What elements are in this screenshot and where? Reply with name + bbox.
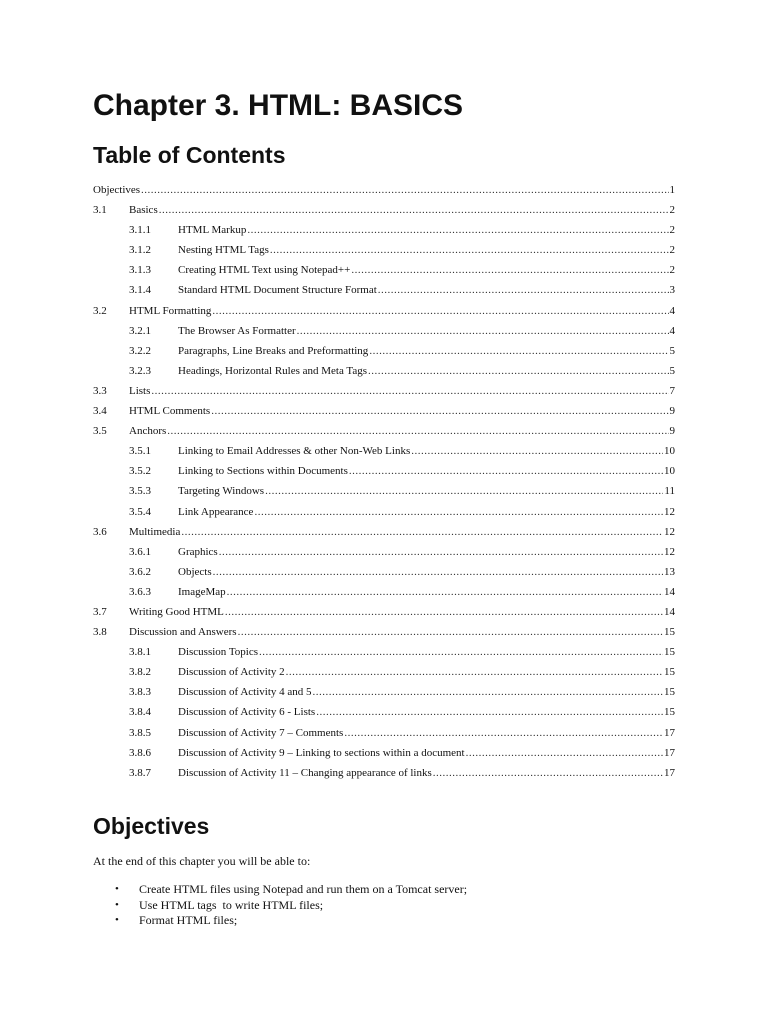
toc-entry-number: 3.4 — [93, 405, 107, 418]
toc-dot-leader — [181, 522, 663, 542]
toc-entry-title: Lists — [129, 384, 151, 397]
toc-entry-title: Objects — [178, 565, 212, 578]
toc-entry-page: 17 — [664, 746, 675, 759]
toc-entry-title: Linking to Email Addresses & other Non-Web Links — [178, 445, 411, 458]
toc-entry-title: Discussion Topics — [178, 646, 259, 659]
toc-entry-title: Paragraphs, Line Breaks and Preformatting — [178, 344, 369, 357]
toc-entry-title: Basics — [129, 204, 158, 217]
toc-entry-number: 3.1.1 — [129, 224, 151, 237]
toc-entry-number: 3.8.6 — [129, 746, 151, 759]
toc-dot-leader — [297, 321, 669, 341]
toc-entry[interactable] — [93, 702, 675, 722]
toc-dot-leader — [368, 361, 668, 381]
toc-entry[interactable] — [93, 301, 675, 321]
toc-entry[interactable] — [93, 240, 675, 260]
objective-text: Use HTML tags to write HTML files; — [139, 897, 324, 912]
toc-dot-leader — [247, 220, 668, 240]
toc-entry-title: Standard HTML Document Structure Format — [178, 284, 377, 297]
objective-item — [93, 898, 467, 914]
toc-entry-title: HTML Comments — [129, 405, 211, 418]
toc-dot-leader — [378, 280, 669, 300]
toc-entry[interactable] — [93, 381, 675, 401]
toc-entry[interactable] — [93, 602, 675, 622]
toc-entry-page: 5 — [669, 364, 675, 377]
toc-entry-number: 3.1.2 — [129, 244, 151, 257]
toc-entry[interactable] — [93, 642, 675, 662]
toc-dot-leader — [349, 461, 663, 481]
objectives-intro: At the end of this chapter you will be able to: — [93, 854, 311, 868]
toc-entry-title: Creating HTML Text using Notepad++ — [178, 264, 351, 277]
toc-entry-number: 3.5.4 — [129, 505, 151, 518]
toc-entry-title: The Browser As Formatter — [178, 324, 296, 337]
toc-entry-number: 3.8.1 — [129, 646, 151, 659]
toc-entry[interactable] — [93, 220, 675, 240]
toc-entry-title: HTML Formatting — [129, 304, 212, 317]
toc-entry-number: 3.2.2 — [129, 344, 151, 357]
toc-entry[interactable] — [93, 723, 675, 743]
toc-entry-title: Headings, Horizontal Rules and Meta Tags — [178, 364, 368, 377]
table-of-contents — [93, 180, 675, 783]
toc-dot-leader — [270, 240, 669, 260]
toc-entry-number: 3.7 — [93, 605, 107, 618]
toc-entry[interactable] — [93, 421, 675, 441]
toc-entry-title: Objectives — [93, 184, 141, 196]
toc-entry-title: Discussion of Activity 6 - Lists — [178, 706, 316, 719]
toc-entry-page: 12 — [664, 505, 675, 518]
toc-entry-page: 11 — [664, 485, 675, 498]
toc-entry[interactable] — [93, 200, 675, 220]
toc-entry[interactable] — [93, 502, 675, 522]
toc-entry-number: 3.1.4 — [129, 284, 151, 297]
toc-entry-page: 9 — [669, 405, 675, 418]
bullet-icon: • — [115, 898, 119, 911]
toc-entry[interactable] — [93, 461, 675, 481]
toc-dot-leader — [141, 180, 668, 200]
toc-entry-page: 9 — [669, 425, 675, 438]
toc-entry[interactable] — [93, 441, 675, 461]
toc-entry-title: Anchors — [129, 425, 167, 438]
toc-dot-leader — [313, 682, 663, 702]
toc-entry-page: 14 — [664, 585, 675, 598]
toc-entry-number: 3.5.2 — [129, 465, 151, 478]
toc-entry-number: 3.2.3 — [129, 364, 151, 377]
bullet-icon: • — [115, 883, 119, 895]
toc-dot-leader — [265, 481, 663, 501]
objectives-heading: Objectives — [93, 813, 210, 839]
toc-dot-leader — [351, 260, 668, 280]
toc-entry[interactable] — [93, 361, 675, 381]
toc-dot-leader — [227, 582, 663, 602]
toc-entry-number: 3.2.1 — [129, 324, 151, 337]
toc-entry-page: 1 — [669, 184, 675, 196]
toc-entry-title: Nesting HTML Tags — [178, 244, 269, 257]
toc-entry[interactable] — [93, 280, 675, 300]
toc-entry[interactable] — [93, 763, 675, 783]
objective-item — [93, 913, 467, 929]
toc-dot-leader — [219, 542, 663, 562]
toc-entry[interactable] — [93, 180, 675, 200]
toc-entry-page: 2 — [669, 264, 675, 277]
toc-entry-number: 3.6.2 — [129, 565, 151, 578]
toc-entry[interactable] — [93, 562, 675, 582]
toc-entry-page: 10 — [664, 465, 675, 478]
toc-entry-title: Discussion of Activity 11 – Changing appearance of links — [178, 766, 432, 779]
toc-entry-number: 3.8.4 — [129, 706, 151, 719]
toc-entry[interactable] — [93, 582, 675, 602]
toc-entry-number: 3.8.3 — [129, 686, 151, 699]
toc-entry-title: Discussion of Activity 9 – Linking to sections within a document — [178, 746, 465, 759]
objective-text: Create HTML files using Notepad and run them on a Tomcat server; — [139, 882, 468, 896]
toc-entry-page: 15 — [664, 626, 675, 639]
toc-entry-page: 15 — [664, 686, 675, 699]
toc-entry[interactable] — [93, 260, 675, 280]
toc-entry-page: 10 — [664, 445, 675, 458]
toc-heading: Table of Contents — [93, 142, 286, 168]
toc-entry-page: 4 — [669, 304, 675, 317]
toc-entry-number: 3.6.1 — [129, 545, 151, 558]
toc-dot-leader — [212, 301, 668, 321]
toc-entry[interactable] — [93, 321, 675, 341]
toc-entry-page: 15 — [664, 666, 675, 679]
toc-entry-page: 3 — [669, 284, 675, 297]
objective-item — [93, 882, 467, 898]
toc-entry-number: 3.1.3 — [129, 264, 151, 277]
toc-entry-title: Graphics — [178, 545, 218, 558]
toc-dot-leader — [466, 743, 663, 763]
toc-entry[interactable] — [93, 341, 675, 361]
toc-dot-leader — [151, 381, 668, 401]
toc-dot-leader — [286, 662, 663, 682]
toc-dot-leader — [411, 441, 663, 461]
toc-entry-number: 3.8.2 — [129, 666, 151, 679]
toc-entry-page: 2 — [669, 244, 675, 257]
toc-entry-number: 3.6.3 — [129, 585, 151, 598]
toc-entry[interactable] — [93, 522, 675, 542]
toc-entry-title: Discussion and Answers — [129, 626, 237, 639]
toc-entry-page: 4 — [669, 324, 675, 337]
toc-entry-page: 17 — [664, 726, 675, 739]
toc-entry-page: 12 — [664, 545, 675, 558]
toc-entry-title: Discussion of Activity 4 and 5 — [178, 686, 312, 699]
toc-dot-leader — [225, 602, 663, 622]
toc-entry-number: 3.8 — [93, 626, 107, 639]
toc-entry-number: 3.8.7 — [129, 766, 151, 779]
toc-dot-leader — [238, 622, 663, 642]
toc-dot-leader — [316, 702, 663, 722]
toc-dot-leader — [259, 642, 663, 662]
toc-entry-title: ImageMap — [178, 585, 226, 598]
toc-entry-page: 15 — [664, 706, 675, 719]
toc-entry-number: 3.8.5 — [129, 726, 151, 739]
objective-text: Format HTML files; — [139, 913, 238, 927]
toc-entry[interactable] — [93, 622, 675, 642]
toc-entry[interactable] — [93, 542, 675, 562]
toc-dot-leader — [213, 562, 663, 582]
toc-entry-number: 3.1 — [93, 204, 107, 217]
toc-entry-page: 13 — [664, 565, 675, 578]
toc-entry-page: 17 — [664, 766, 675, 779]
toc-dot-leader — [344, 723, 663, 743]
toc-entry-number: 3.5.3 — [129, 485, 151, 498]
toc-entry-title: Discussion of Activity 2 — [178, 666, 285, 679]
objectives-list — [93, 882, 467, 929]
toc-entry-title: Discussion of Activity 7 – Comments — [178, 726, 344, 739]
toc-entry[interactable] — [93, 743, 675, 763]
toc-entry-title: Multimedia — [129, 525, 181, 538]
bullet-icon: • — [115, 914, 119, 926]
toc-dot-leader — [369, 341, 668, 361]
toc-entry-title: Targeting Windows — [178, 485, 265, 498]
toc-entry-number: 3.5.1 — [129, 445, 151, 458]
toc-entry[interactable] — [93, 662, 675, 682]
toc-entry-page: 7 — [669, 384, 675, 397]
toc-entry-page: 2 — [669, 224, 675, 237]
toc-entry-title: HTML Markup — [178, 224, 247, 237]
toc-entry-page: 15 — [664, 646, 675, 659]
toc-entry[interactable] — [93, 401, 675, 421]
toc-entry-page: 5 — [669, 344, 675, 357]
toc-entry-number: 3.6 — [93, 525, 107, 538]
toc-entry-number: 3.3 — [93, 384, 107, 397]
toc-entry-title: Linking to Sections within Documents — [178, 465, 348, 478]
toc-entry-title: Writing Good HTML — [129, 605, 224, 618]
toc-dot-leader — [211, 401, 668, 421]
toc-dot-leader — [254, 502, 663, 522]
toc-entry-number: 3.2 — [93, 304, 107, 317]
toc-dot-leader — [167, 421, 668, 441]
toc-entry-page: 14 — [664, 605, 675, 618]
toc-entry-number: 3.5 — [93, 425, 107, 438]
toc-dot-leader — [159, 200, 669, 220]
toc-entry[interactable] — [93, 682, 675, 702]
toc-dot-leader — [433, 763, 663, 783]
toc-entry[interactable] — [93, 481, 675, 501]
toc-entry-page: 12 — [664, 525, 675, 538]
chapter-title: Chapter 3. HTML: BASICS — [93, 89, 464, 122]
toc-entry-page: 2 — [669, 204, 675, 217]
toc-entry-title: Link Appearance — [178, 505, 254, 518]
